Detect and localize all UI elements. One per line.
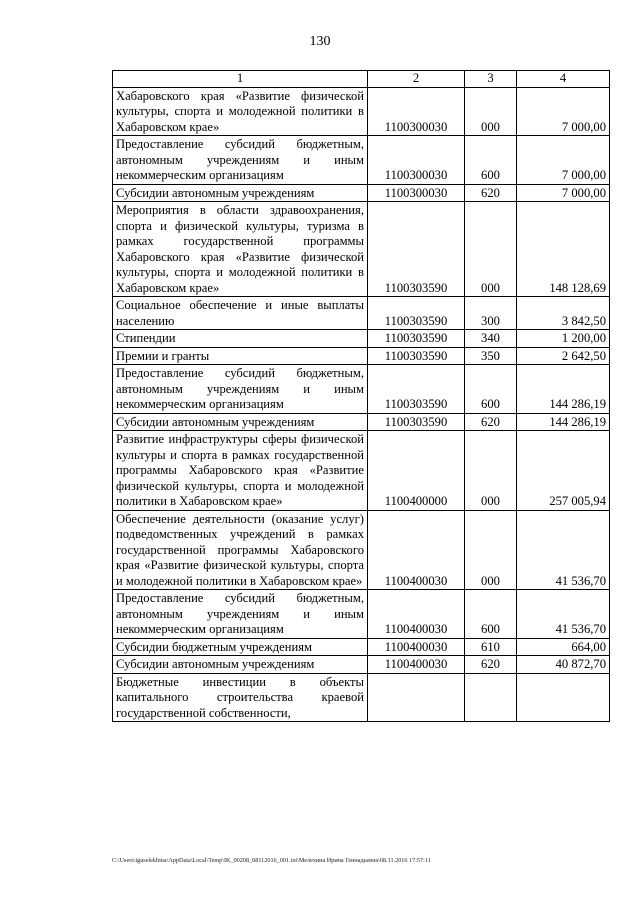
code-cell: 1100303590 — [368, 297, 465, 330]
table-row — [113, 638, 610, 656]
table-row — [113, 184, 610, 202]
table-row — [113, 136, 610, 185]
table-row — [113, 330, 610, 348]
code-cell: 1100400030 — [368, 638, 465, 656]
sum-cell: 7 000,00 — [517, 87, 610, 136]
kind-cell: 300 — [465, 297, 517, 330]
sum-cell: 257 005,94 — [517, 431, 610, 511]
kind-cell: 620 — [465, 413, 517, 431]
kind-cell: 000 — [465, 87, 517, 136]
code-cell: 1100300030 — [368, 136, 465, 185]
sum-cell: 41 536,70 — [517, 590, 610, 639]
code-cell: 1100303590 — [368, 413, 465, 431]
name-cell: Субсидии автономным учреждениям — [113, 184, 368, 202]
sum-cell: 148 128,69 — [517, 202, 610, 297]
sum-cell: 144 286,19 — [517, 413, 610, 431]
code-cell: 1100303590 — [368, 330, 465, 348]
kind-cell: 600 — [465, 365, 517, 414]
sum-cell: 3 842,50 — [517, 297, 610, 330]
code-cell: 1100303590 — [368, 347, 465, 365]
code-cell: 1100300030 — [368, 184, 465, 202]
sum-cell: 41 536,70 — [517, 510, 610, 590]
column-header: 1 — [113, 71, 368, 88]
table-row — [113, 431, 610, 511]
name-cell: Предоставление субсидий бюджетным, автономным учреждениям и иным некоммерческим организациям — [113, 136, 368, 185]
name-cell: Бюджетные инвестиции в объекты капитального строительства краевой государственной собственности, — [113, 673, 368, 722]
budget-table — [112, 70, 610, 722]
sum-cell: 1 200,00 — [517, 330, 610, 348]
name-cell: Субсидии бюджетным учреждениям — [113, 638, 368, 656]
name-cell: Стипендии — [113, 330, 368, 348]
name-cell: Развитие инфраструктуры сферы физической культуры и спорта в рамках государственной программы Хабаровского края «Развитие физической культуры, спорта и молодежной политики в Хабаровском крае» — [113, 431, 368, 511]
name-cell: Субсидии автономным учреждениям — [113, 656, 368, 674]
kind-cell: 000 — [465, 202, 517, 297]
code-cell: 1100400000 — [368, 431, 465, 511]
kind-cell: 600 — [465, 590, 517, 639]
kind-cell: 620 — [465, 184, 517, 202]
code-cell: 1100303590 — [368, 202, 465, 297]
sum-cell: 2 642,50 — [517, 347, 610, 365]
kind-cell: 350 — [465, 347, 517, 365]
name-cell: Обеспечение деятельности (оказание услуг) подведомственных учреждений в рамках государственной программы Хабаровского края «Развитие физической культуры, спорта и молодежной политики в Хабаровском крае» — [113, 510, 368, 590]
kind-cell: 600 — [465, 136, 517, 185]
table-row — [113, 656, 610, 674]
code-cell: 1100300030 — [368, 87, 465, 136]
name-cell: Социальное обеспечение и иные выплаты населению — [113, 297, 368, 330]
sum-cell: 7 000,00 — [517, 136, 610, 185]
name-cell: Мероприятия в области здравоохранения, спорта и физической культуры, туризма в рамках государственной программы Хабаровского края «Развитие физической культуры, спорта и молодежной политики в Хабаровском крае» — [113, 202, 368, 297]
column-header: 3 — [465, 71, 517, 88]
code-cell: 1100400030 — [368, 656, 465, 674]
sum-cell: 664,00 — [517, 638, 610, 656]
table-row — [113, 510, 610, 590]
table-row — [113, 297, 610, 330]
sum-cell: 144 286,19 — [517, 365, 610, 414]
name-cell: Субсидии автономным учреждениям — [113, 413, 368, 431]
sum-cell — [517, 673, 610, 722]
name-cell: Предоставление субсидий бюджетным, автономным учреждениям и иным некоммерческим организациям — [113, 590, 368, 639]
column-header: 2 — [368, 71, 465, 88]
table-header-row — [113, 71, 610, 88]
kind-cell: 620 — [465, 656, 517, 674]
name-cell: Премии и гранты — [113, 347, 368, 365]
kind-cell: 340 — [465, 330, 517, 348]
name-cell: Предоставление субсидий бюджетным, автономным учреждениям и иным некоммерческим организациям — [113, 365, 368, 414]
page-number: 130 — [309, 34, 331, 49]
code-cell — [368, 673, 465, 722]
table-row — [113, 413, 610, 431]
table-row — [113, 365, 610, 414]
table-row — [113, 87, 610, 136]
code-cell: 1100400030 — [368, 510, 465, 590]
table-row — [113, 590, 610, 639]
table-row — [113, 347, 610, 365]
code-cell: 1100303590 — [368, 365, 465, 414]
column-header: 4 — [517, 71, 610, 88]
kind-cell: 000 — [465, 510, 517, 590]
sum-cell: 40 872,70 — [517, 656, 610, 674]
kind-cell: 000 — [465, 431, 517, 511]
file-path-footer: C:\Users\iguselekhina\AppData\Local\Temp\IK_00208_08112016_001.txt\Мелехина Ирина Геннадьевна\08.11.2016 17:57:11 — [112, 857, 431, 864]
sum-cell: 7 000,00 — [517, 184, 610, 202]
code-cell: 1100400030 — [368, 590, 465, 639]
kind-cell: 610 — [465, 638, 517, 656]
kind-cell — [465, 673, 517, 722]
table-row — [113, 202, 610, 297]
name-cell: Хабаровского края «Развитие физической культуры, спорта и молодежной политики в Хабаровском крае» — [113, 87, 368, 136]
table-row — [113, 673, 610, 722]
